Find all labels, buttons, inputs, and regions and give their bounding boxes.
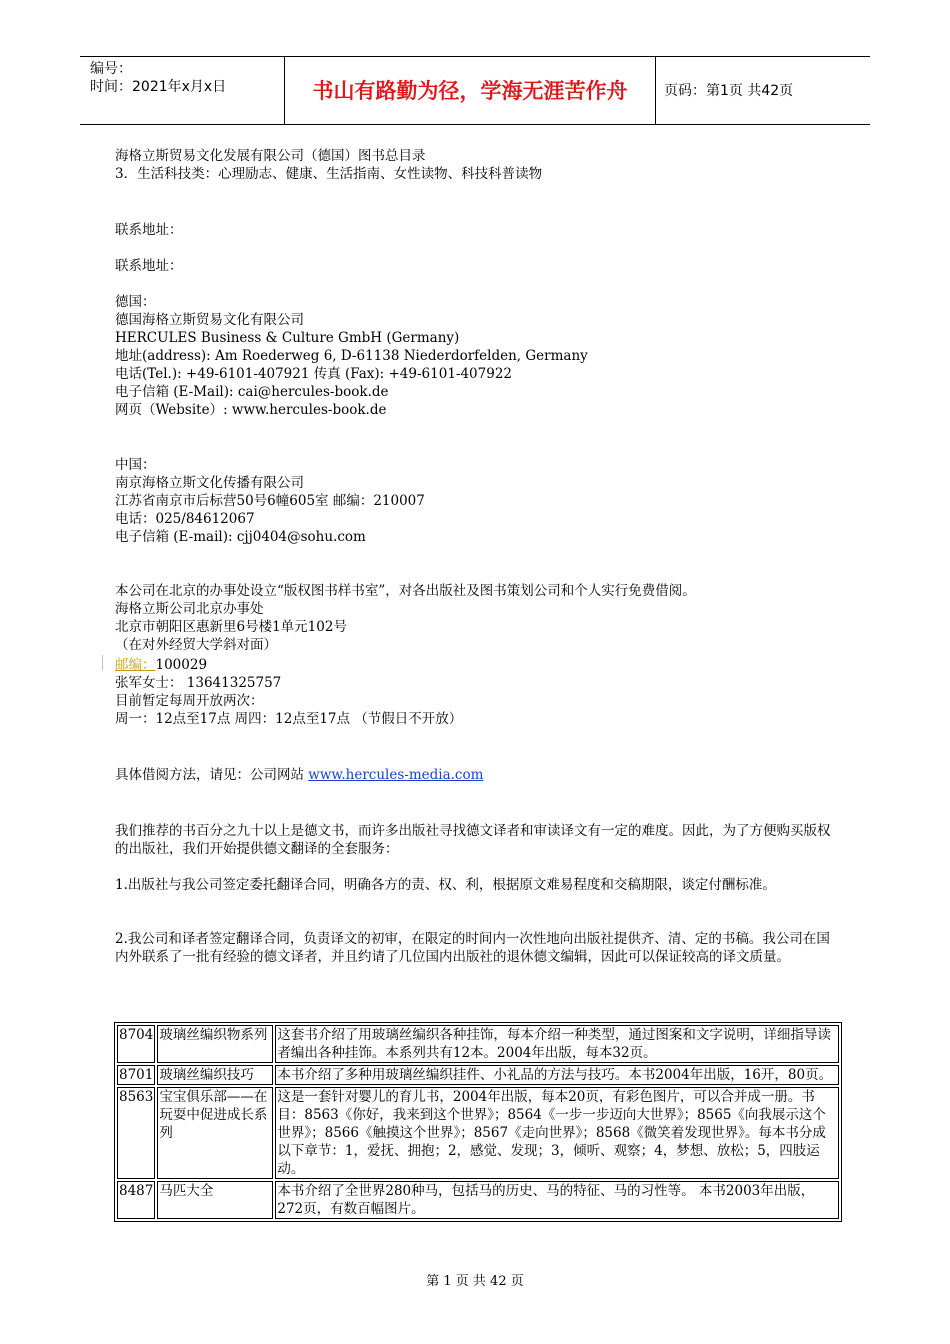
header-top-rule	[80, 56, 870, 57]
page-footer: 第 1 页 共 42 页	[426, 1274, 524, 1289]
header-divider-left	[284, 56, 285, 124]
catalog-title: 海格立斯贸易文化发展有限公司（德国）图书总目录	[115, 148, 426, 164]
book-description: 这套书介绍了用玻璃丝编织各种挂饰，每本介绍一种类型，通过图案和文字说明，详细指导读者编出各种挂饰。本系列共有12本。2004年出版，每本32页。	[275, 1025, 839, 1063]
china-email: 电子信箱 (E-mail): cjj0404@sohu.com	[115, 529, 366, 545]
book-description: 本书介绍了多种用玻璃丝编织挂件、小礼品的方法与技巧。本书2004年出版，16开，80页。	[275, 1065, 839, 1085]
germany-company-en: HERCULES Business & Culture GmbH (Germany)	[115, 330, 460, 346]
germany-company-cn: 德国海格立斯贸易文化有限公司	[115, 312, 304, 328]
book-title: 宝宝俱乐部——在玩耍中促进成长系列	[157, 1087, 273, 1179]
beijing-location-note: （在对外经贸大学斜对面）	[115, 637, 277, 653]
header-bottom-rule	[80, 124, 870, 125]
china-phone: 电话：025/84612067	[115, 511, 255, 527]
germany-label: 德国：	[115, 294, 156, 310]
germany-email: 电子信箱 (E-Mail): cai@hercules-book.de	[115, 384, 389, 400]
beijing-office: 海格立斯公司北京办事处	[115, 601, 264, 617]
beijing-schedule: 周一：12点至17点 周四：12点至17点 （节假日不开放）	[115, 711, 463, 727]
book-code: 8701	[119, 1067, 154, 1083]
book-code: 8487	[117, 1181, 155, 1219]
china-company: 南京海格立斯文化传播有限公司	[115, 475, 304, 491]
beijing-open-times-label: 目前暂定每周开放两次：	[115, 693, 264, 709]
table-row	[117, 1181, 839, 1219]
germany-website: 网页（Website）: www.hercules-book.de	[115, 402, 387, 418]
book-table	[114, 1022, 842, 1222]
postcode-value: 100029	[155, 657, 208, 673]
beijing-intro: 本公司在北京的办事处设立“版权图书样书室”，对各出版社及图书策划公司和个人实行免费借阅。	[115, 583, 696, 599]
beijing-contact: 张军女士： 13641325757	[115, 675, 282, 691]
germany-address: 地址(address): Am Roederweg 6, D-61138 Niederdorfelden, Germany	[115, 348, 588, 364]
translation-service-intro: 我们推荐的书百分之九十以上是德文书，而许多出版社寻找德文译者和审读译文有一定的难度。因此，为了方便购买版权的出版社，我们开始提供德文翻译的全套服务：	[115, 823, 831, 857]
contact-heading-2: 联系地址：	[115, 258, 183, 274]
translation-service-1: 1.出版社与我公司签定委托翻译合同，明确各方的责、权、利，根据原文难易程度和交稿期限，谈定付酬标准。	[115, 877, 776, 893]
book-title: 玻璃丝编织物系列	[157, 1025, 273, 1063]
beijing-address: 北京市朝阳区惠新里6号楼1单元102号	[115, 619, 347, 635]
book-code: 8704	[117, 1025, 155, 1063]
beijing-postcode-line	[115, 656, 207, 674]
header-number-label: 编号：	[90, 61, 132, 77]
table-row	[117, 1087, 839, 1179]
book-code: 8563	[117, 1087, 155, 1179]
header-divider-right	[655, 56, 656, 124]
china-label: 中国：	[115, 457, 156, 473]
postcode-label: 邮编：	[115, 657, 156, 673]
translation-service-2: 2.我公司和译者签定翻译合同，负责译文的初审，在限定的时间内一次性地向出版社提供齐、清、定的书稿。我公司在国内外联系了一批有经验的德文译者，并且约请了几位国内出版社的退休德文编辑，因此可以保证较高的译文质量。	[115, 931, 830, 965]
book-description: 本书介绍了全世界280种马，包括马的历史、马的特征、马的习性等。 本书2003年出版，272页，有数百幅图片。	[275, 1181, 839, 1219]
book-title: 玻璃丝编织技巧	[157, 1065, 273, 1085]
book-description: 这是一套针对婴儿的育儿书，2004年出版，每本20页，有彩色图片，可以合并成一册。书目：8563《你好，我来到这个世界》；8564《一步一步迈向大世界》；8565《向我展示这个世界》；8566《触摸这个世界》；8567《走向世界》；8568《微笑着发现世界》。每本书分成以下章节：1，爱抚、拥抱；2，感觉、发现；3，倾听、观察；4，梦想、放松；5，四肢运动。	[275, 1087, 839, 1179]
contact-heading-1: 联系地址：	[115, 222, 183, 238]
header-page-label: 页码：第1页 共42页	[664, 83, 794, 99]
company-website-link[interactable]: www.hercules-media.com	[308, 767, 484, 783]
revision-mark	[102, 655, 103, 670]
header-motto: 书山有路勤为径，学海无涯苦作舟	[312, 79, 628, 103]
table-row	[117, 1025, 839, 1063]
borrow-method	[115, 766, 483, 784]
book-title: 马匹大全	[157, 1181, 273, 1219]
header-time-label: 时间：2021年x月x日	[90, 79, 227, 95]
header-meta	[90, 60, 226, 96]
catalog-category: 3．生活科技类：心理励志、健康、生活指南、女性读物、科技科普读物	[115, 166, 543, 182]
china-address: 江苏省南京市后标营50号6幢605室 邮编：210007	[115, 493, 425, 509]
table-row	[117, 1065, 839, 1085]
germany-phone: 电话(Tel.): +49-6101-407921 传真 (Fax): +49-6101-407922	[115, 366, 513, 382]
borrow-method-text: 具体借阅方法，请见：公司网站	[115, 767, 309, 783]
